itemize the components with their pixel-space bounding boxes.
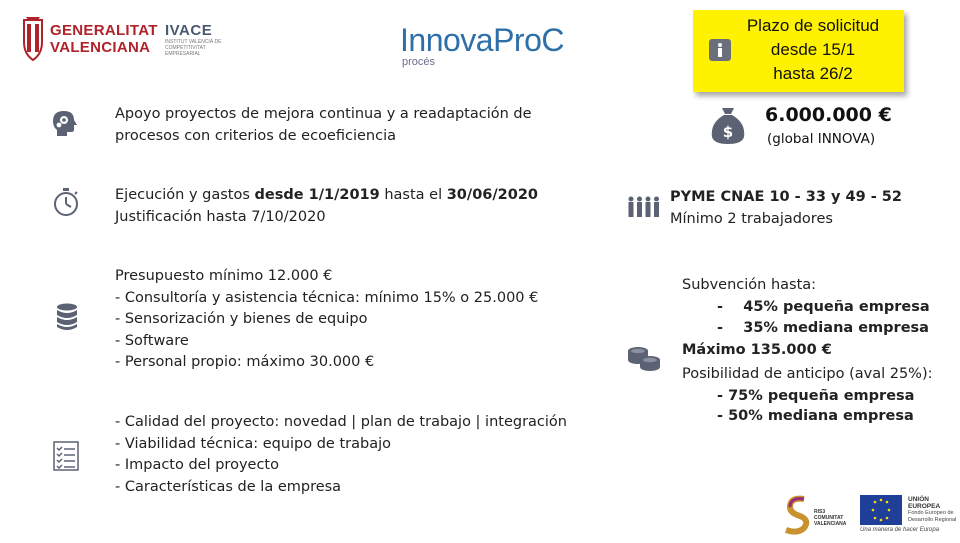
gv-logo-line1: GENERALITAT xyxy=(50,22,158,39)
ris3-mark-icon xyxy=(782,493,812,539)
ris3-logo xyxy=(782,493,852,540)
people-icon xyxy=(627,196,661,218)
ris3-line2: COMUNITAT xyxy=(814,515,844,521)
justification-date: 7/10/2020 xyxy=(251,208,326,225)
objective-line2: procesos con criterios de ecoeficiencia xyxy=(115,127,396,144)
dates-start: desde 1/1/2019 xyxy=(254,187,380,203)
generalitat-valenciana-logo xyxy=(20,14,158,64)
dates-line2-pre: Justificación hasta xyxy=(115,208,252,225)
footer-logos xyxy=(778,493,960,540)
svg-text:$: $ xyxy=(722,123,734,141)
gv-logo-line2: VALENCIANA xyxy=(50,39,151,56)
innova-logo-accent: C xyxy=(541,22,564,58)
block-objective xyxy=(115,104,532,147)
gv-shield-icon xyxy=(20,16,46,62)
eu-subtitle: Fondo Europeo de Desarrollo Regional xyxy=(908,510,957,523)
criteria-line: - Calidad del proyecto: novedad | plan de trabajo | integración xyxy=(115,414,567,430)
dates-end: 30/06/2020 xyxy=(446,187,539,203)
deadline-line3: hasta 26/2 xyxy=(773,64,853,83)
subsidy-small: 45% pequeña empresa xyxy=(743,298,930,315)
ivace-logo-title: IVACE xyxy=(165,22,213,39)
subsidy-medium: 35% mediana empresa xyxy=(743,320,929,336)
eu-flag-icon xyxy=(860,495,902,525)
subsidy-max: 135.000 € xyxy=(750,341,832,358)
coins-icon xyxy=(624,343,664,373)
dates-line1-pre: Ejecución y gastos xyxy=(115,187,255,203)
checklist-icon xyxy=(50,440,82,472)
ivace-logo xyxy=(165,22,225,62)
objective-line1: Apoyo proyectos de mejora continua y a readaptación de xyxy=(115,106,532,122)
eligibility-workers: Mínimo 2 trabajadores xyxy=(670,210,833,227)
budget-line: Presupuesto mínimo 12.000 € xyxy=(115,268,333,284)
deadline-note xyxy=(693,10,904,92)
subsidy-small-bullet: - xyxy=(717,298,729,315)
innova-logo-sub: procés xyxy=(402,56,436,68)
eligibility-cnae: PYME CNAE 10 - 33 y 49 - 52 xyxy=(670,189,902,205)
criteria-line: - Características de la empresa xyxy=(115,478,342,495)
eu-motto: Una manera de hacer Europa xyxy=(860,527,940,533)
money-bag-icon xyxy=(708,104,748,146)
subsidy-advance: Posibilidad de anticipo (aval 25%): xyxy=(682,366,933,382)
ris3-line1: RIS3 xyxy=(814,509,826,515)
subsidy-title: Subvención hasta: xyxy=(682,277,817,293)
criteria-line: - Impacto del proyecto xyxy=(115,457,279,473)
stopwatch-icon xyxy=(50,186,82,218)
budget-amount: 6.000.000 € xyxy=(765,104,892,126)
budget-line: - Consultoría y asistencia técnica: mínimo 15% o 25.000 € xyxy=(115,289,539,306)
budget-line: - Personal propio: máximo 30.000 € xyxy=(115,354,375,370)
block-budget xyxy=(115,266,538,374)
innova-logo-main: InnovaPro xyxy=(400,22,542,58)
budget-note: (global INNOVA) xyxy=(767,131,876,147)
database-icon xyxy=(51,301,83,333)
innovaproc-logo xyxy=(400,22,570,82)
block-subsidy xyxy=(682,275,933,426)
advance-medium: - 50% mediana empresa xyxy=(717,407,914,424)
deadline-line2: desde 15/1 xyxy=(770,40,856,59)
deadline-line1: Plazo de solicitud xyxy=(746,16,880,35)
eu-title: UNIÓN EUROPEA xyxy=(908,496,941,510)
subsidy-medium-bullet: - xyxy=(717,320,729,336)
criteria-line: - Viabilidad técnica: equipo de trabajo xyxy=(115,435,391,452)
ivace-logo-subtitle: INSTITUT VALENCIÀ DE COMPETITIVITAT EMPRESARIAL xyxy=(165,39,222,57)
head-gears-icon xyxy=(49,108,81,140)
ris3-line3: VALENCIANA xyxy=(814,521,847,527)
block-dates xyxy=(115,185,538,228)
dates-line1-mid: hasta el xyxy=(379,187,447,203)
block-eligibility xyxy=(670,187,902,230)
budget-line: - Sensorización y bienes de equipo xyxy=(115,311,368,327)
subsidy-max-pre: Máximo xyxy=(682,341,751,358)
advance-small: - 75% pequeña empresa xyxy=(717,387,915,404)
budget-line: - Software xyxy=(115,332,189,349)
block-criteria xyxy=(115,412,567,498)
